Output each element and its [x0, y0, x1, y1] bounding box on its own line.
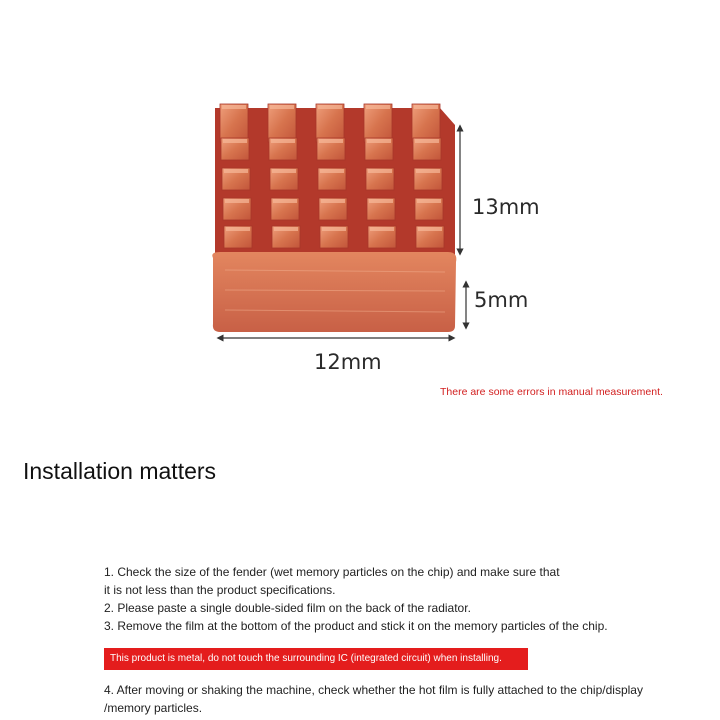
heatsink-body — [212, 104, 456, 332]
heatsink-fin-highlight — [366, 105, 390, 109]
heatsink-fin — [316, 104, 344, 142]
heatsink-fin-highlight — [223, 139, 247, 143]
heatsink-fin-highlight — [369, 199, 393, 203]
heatsink-fin — [220, 104, 248, 142]
heatsink-fin-highlight — [416, 169, 440, 173]
heatsink-fin — [364, 104, 392, 142]
heatsink-fin-highlight — [418, 227, 442, 231]
heatsink-fin-highlight — [368, 169, 392, 173]
heatsink-fin-highlight — [274, 227, 298, 231]
heatsink-fin-highlight — [321, 199, 345, 203]
heatsink-fin-highlight — [226, 227, 250, 231]
heatsink-fin-highlight — [272, 169, 296, 173]
heatsink-fin-highlight — [322, 227, 346, 231]
step-4-line-2: /memory particles. — [104, 701, 203, 715]
heatsink-fin-highlight — [367, 139, 391, 143]
heatsink-fin-highlight — [414, 105, 438, 109]
heatsink-fin-highlight — [415, 139, 439, 143]
heatsink-fin-highlight — [224, 169, 248, 173]
heatsink-fin-highlight — [318, 105, 342, 109]
step-3: 3. Remove the film at the bottom of the product and stick it on the memory particles of the chip. — [104, 619, 608, 633]
warning-banner: This product is metal, do not touch the surrounding IC (integrated circuit) when installing. — [104, 648, 528, 670]
heatsink-fin — [412, 104, 440, 142]
installation-steps — [104, 563, 704, 635]
step-1-line-1: 1. Check the size of the fender (wet memory particles on the chip) and make sure that — [104, 565, 560, 579]
heatsink-fin-highlight — [271, 139, 295, 143]
height-base-label: 5mm — [474, 288, 529, 312]
heatsink-fin-highlight — [417, 199, 441, 203]
heatsink-fin-highlight — [273, 199, 297, 203]
step-4-line-1: 4. After moving or shaking the machine, check whether the hot film is fully attached to the chip/display — [104, 683, 643, 697]
heatsink-fin-highlight — [225, 199, 249, 203]
step-4 — [104, 681, 704, 717]
heatsink-fin-highlight — [319, 139, 343, 143]
step-2: 2. Please paste a single double-sided film on the back of the radiator. — [104, 601, 471, 615]
heatsink-fin-highlight — [222, 105, 246, 109]
step-1-line-2: it is not less than the product specifications. — [104, 583, 336, 597]
heatsink-fin-highlight — [370, 227, 394, 231]
measurement-note: There are some errors in manual measurement. — [440, 386, 663, 398]
width-label: 12mm — [314, 350, 382, 374]
heatsink-fin-highlight — [320, 169, 344, 173]
heatsink-fin — [268, 104, 296, 142]
section-title: Installation matters — [23, 458, 217, 484]
height-fins-label: 13mm — [472, 195, 540, 219]
heatsink-fin-highlight — [270, 105, 294, 109]
